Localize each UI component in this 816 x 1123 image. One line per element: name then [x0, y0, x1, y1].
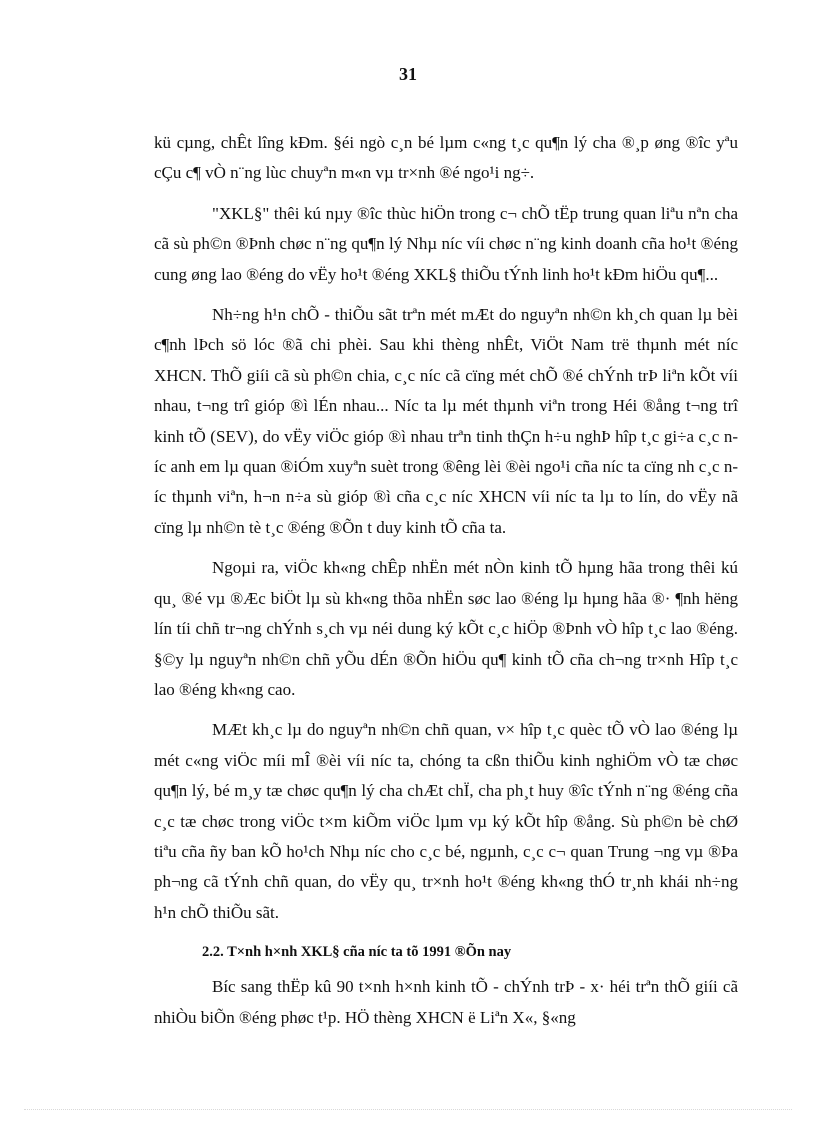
paragraph-objective-causes: Nh÷ng h¹n chÕ - thiÕu sãt trªn mét mÆt do nguyªn nh©n kh¸ch quan lµ bèi c¶nh lÞch sö lóc ®ã chi phèi. Sau khi thèng nhÊt, ViÖt Nam trë thµnh mét níc XHCN. ThÕ giíi cã sù ph©n chia, c¸c níc cã cïng mét chÕ ®é chÝnh trÞ liªn kÕt víi nhau, t¬ng trî gióp ®ì lÉn nhau... Níc ta lµ mét thµnh viªn trong Héi ®ång t¬ng trî kinh tÕ (SEV), do vËy viÖc gióp ®ì nhau trªn tinh thÇn h÷u nghÞ hîp t¸c gi÷a c¸c níc anh em lµ quan ®iÓm xuyªn suèt trong ®êng lèi ®èi ngo¹i cña níc ta cïng nh c¸c níc thµnh viªn, h¬n n÷a sù gióp ®ì cña c¸c níc XHCN víi níc ta lµ to lín, do vËy nã cïng lµ nh©n tè t¸c ®éng ®Õn t duy kinh tÕ cña ta.: [154, 305, 738, 537]
document-body: [154, 128, 738, 1043]
page-bottom-rule: [24, 1109, 792, 1110]
paragraph-subjective-causes: MÆt kh¸c lµ do nguyªn nh©n chñ quan, v× hîp t¸c quèc tÕ vÒ lao ®éng lµ mét c«ng viÖc míi mÎ ®èi víi níc ta, chóng ta cßn thiÕu kinh nghiÖm vÒ tæ chøc qu¶n lý, bé m¸y tæ chøc qu¶n lý cha chÆt chÏ, cha ph¸t huy ®îc tÝnh n¨ng ®éng cña c¸c tæ chøc trong viÖc t×m kiÕm viÖc lµm vµ ký kÕt hîp ®ång. Sù ph©n bè chØ tiªu cña ñy ban kÕ ho¹ch Nhµ níc cho c¸c bé, ngµnh, c¸c c¬ quan Trung ¬ng vµ ®Þa ph¬ng cã tÝnh chñ quan, do vËy qu¸ tr×nh ho¹t ®éng kh«ng thÓ tr¸nh khái nh÷ng h¹n chÕ thiÕu sãt.: [154, 720, 738, 922]
paragraph-xkld-mechanism: "XKL§" thêi kú nµy ®îc thùc hiÖn trong c¬ chÕ tËp trung quan liªu nªn cha cã sù ph©n ®Þnh chøc n¨ng qu¶n lý Nhµ níc víi chøc n¨ng kinh doanh cña ho¹t ®éng cung øng lao ®éng do vËy ho¹t ®éng XKL§ thiÕu tÝnh linh ho¹t kÐm hiÖu qu¶...: [154, 203, 738, 284]
paragraph-staff-quality: kü cµng, chÊt lîng kÐm. §éi ngò c¸n bé lµm c«ng t¸c qu¶n lý cha ®¸p øng ®îc yªu cÇu c¶ vÒ n¨ng lùc chuyªn m«n vµ tr×nh ®é ngo¹i ng÷.: [154, 133, 738, 183]
section-heading: 2.2. T×nh h×nh XKL§ cña níc ta tõ 1991 ®Õn nay: [202, 944, 512, 961]
paragraph-1990s-context: Bíc sang thËp kû 90 t×nh h×nh kinh tÕ - chÝnh trÞ - x· héi trªn thÕ giíi cã nhiÒu biÕn ®éng phøc t¹p. HÖ thèng XHCN ë Liªn X«, §«ng: [154, 977, 738, 1027]
paragraph-commodity-economy: Ngoµi ra, viÖc kh«ng chÊp nhËn mét nÒn kinh tÕ hµng hãa trong thêi kú qu¸ ®é vµ ®Æc biÖt lµ sù kh«ng thõa nhËn søc lao ®éng lµ hµng hãa ®· ¶nh hëng lín tíi chñ tr¬ng chÝnh s¸ch vµ néi dung ký kÕt c¸c hiÖp ®Þnh vÒ hîp t¸c lao ®éng. §©y lµ nguyªn nh©n chñ yÕu dÉn ®Õn hiÖu qu¶ kinh tÕ cña ch¬ng tr×nh Hîp t¸c lao ®éng kh«ng cao.: [154, 558, 738, 699]
page-number: 31: [399, 64, 417, 84]
